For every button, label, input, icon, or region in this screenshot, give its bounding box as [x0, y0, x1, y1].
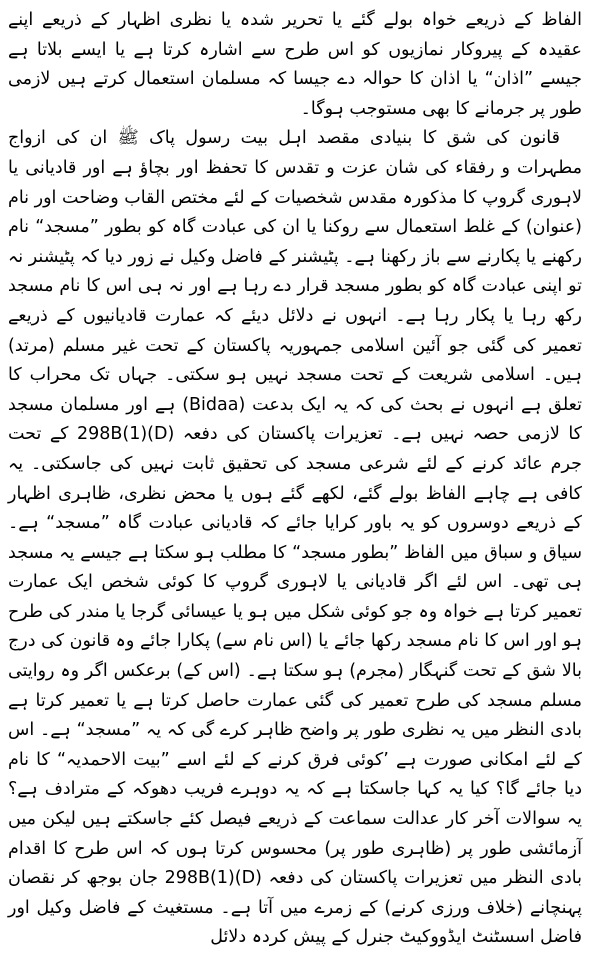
paragraph-1: الفاظ کے ذریعے خواہ بولے گئے یا تحریر شدہ یا نظری اظہار کے ذریعے اپنے عقیدہ کے پیروکار نمازیوں کو اس طرح سے اشارہ کرتا ہے یا ایسے بلاتا ہے جیسے ”اذان“ یا اذان کا حوالہ دے جیسا کہ مسلمان استعمال کرتے ہیں لازمی طور پر جرمانے کا بھی مستوجب ہوگا۔ — [8, 10, 582, 119]
paragraph-2: قانون کی شق کا بنیادی مقصد اہل بیت رسول پاک ﷺ ان کی ازواج مطہرات و رفقاء کی شان عزت و تقدس کا تحفظ اور بچاؤ ہے اور قادیانی یا لاہوری گروپ کا مذکورہ مقدس شخصیات کے لئے مختص القاب وضاحت اور نام (عنوان) کے غلط استعمال سے روکنا یا ان کی عبادت گاہ کو بطور ”مسجد“ نام رکھنے یا پکارنے سے باز رکھنا ہے۔ پٹیشنر کے فاضل وکیل نے زور دیا کہ پٹیشنر نہ تو اپنی عبادت گاہ کو بطور مسجد قرار دے رہا ہے اور نہ ہی اس کا نام مسجد رکھ رہا یا پکار رہا ہے۔ انہوں نے دلائل دیئے کہ عمارت قادیانیوں کے ذریعے تعمیر کی گئی جو آئین اسلامی جمہوریہ پاکستان کے تحت غیر مسلم (مرتد) ہیں۔ اسلامی شریعت کے تحت مسجد نہیں ہو سکتی۔ جہاں تک محراب کا تعلق ہے انہوں نے بحث کی کہ یہ ایک بدعت (Bidaa) ہے اور مسلمان مسجد کا لازمی حصہ نہیں ہے۔ تعزیرات پاکستان کی دفعہ 298B(1)(D) کے تحت جرم عائد کرنے کے لئے شرعی مسجد کی تحقیق ثابت نہیں کی جاسکتی۔ یہ کافی ہے چاہے الفاظ بولے گئے، لکھے گئے ہوں یا محض نظری، ظاہری اظہار کے ذریعے دوسروں کو یہ باور کرایا جائے کہ قادیانی عبادت گاہ ”مسجد“ ہے۔ سیاق و سباق میں الفاظ ”بطور مسجد“ کا مطلب ہو سکتا ہے جیسے یہ مسجد ہی تھی۔ اس لئے اگر قادیانی یا لاہوری گروپ کا کوئی شخص ایک عمارت تعمیر کرتا ہے خواہ وہ جو کوئی شکل میں ہو یا عیسائی گرجا یا مندر کی طرح ہو اور اس کا نام مسجد رکھا جائے یا (اس نام سے) پکارا جائے وہ قانون کی درج بالا شق کے تحت گنہگار (مجرم) ہو سکتا ہے۔ (اس کے) برعکس اگر وہ روایتی مسلم مسجد کی طرح تعمیر کی گئی عمارت حاصل کرتا ہے یا تعمیر کرتا ہے بادی النظر میں یہ نظری طور پر واضح ظاہر کرے گی کہ یہ ”مسجد“ ہے۔ اس کے لئے امکانی صورت ہے ’کوئی فرق کرنے کے لئے اسے ”بیت الاحمدیہ“ کا نام دیا جائے گا؟ کیا یہ کہا جاسکتا ہے کہ یہ دوہرے فریب دھوکہ کے مترادف ہے؟ یہ سوالات آخر کار عدالت سماعت کے ذریعے فیصل کئے جاسکتے ہیں لیکن میں آزمائشی طور پر (ظاہری طور پر) محسوس کرتا ہوں کہ اس طرح کا اقدام بادی النظر میں تعزیرات پاکستان کی دفعہ 298B(1)(D) جان بوجھ کر نقصان پہنچانے (خلاف ورزی کرنے) کے زمرے میں آتا ہے۔ مستغیث کے فاضل وکیل اور فاضل اسسٹنٹ ایڈووکیٹ جنرل کے پیش کردہ دلائل — [8, 128, 583, 948]
